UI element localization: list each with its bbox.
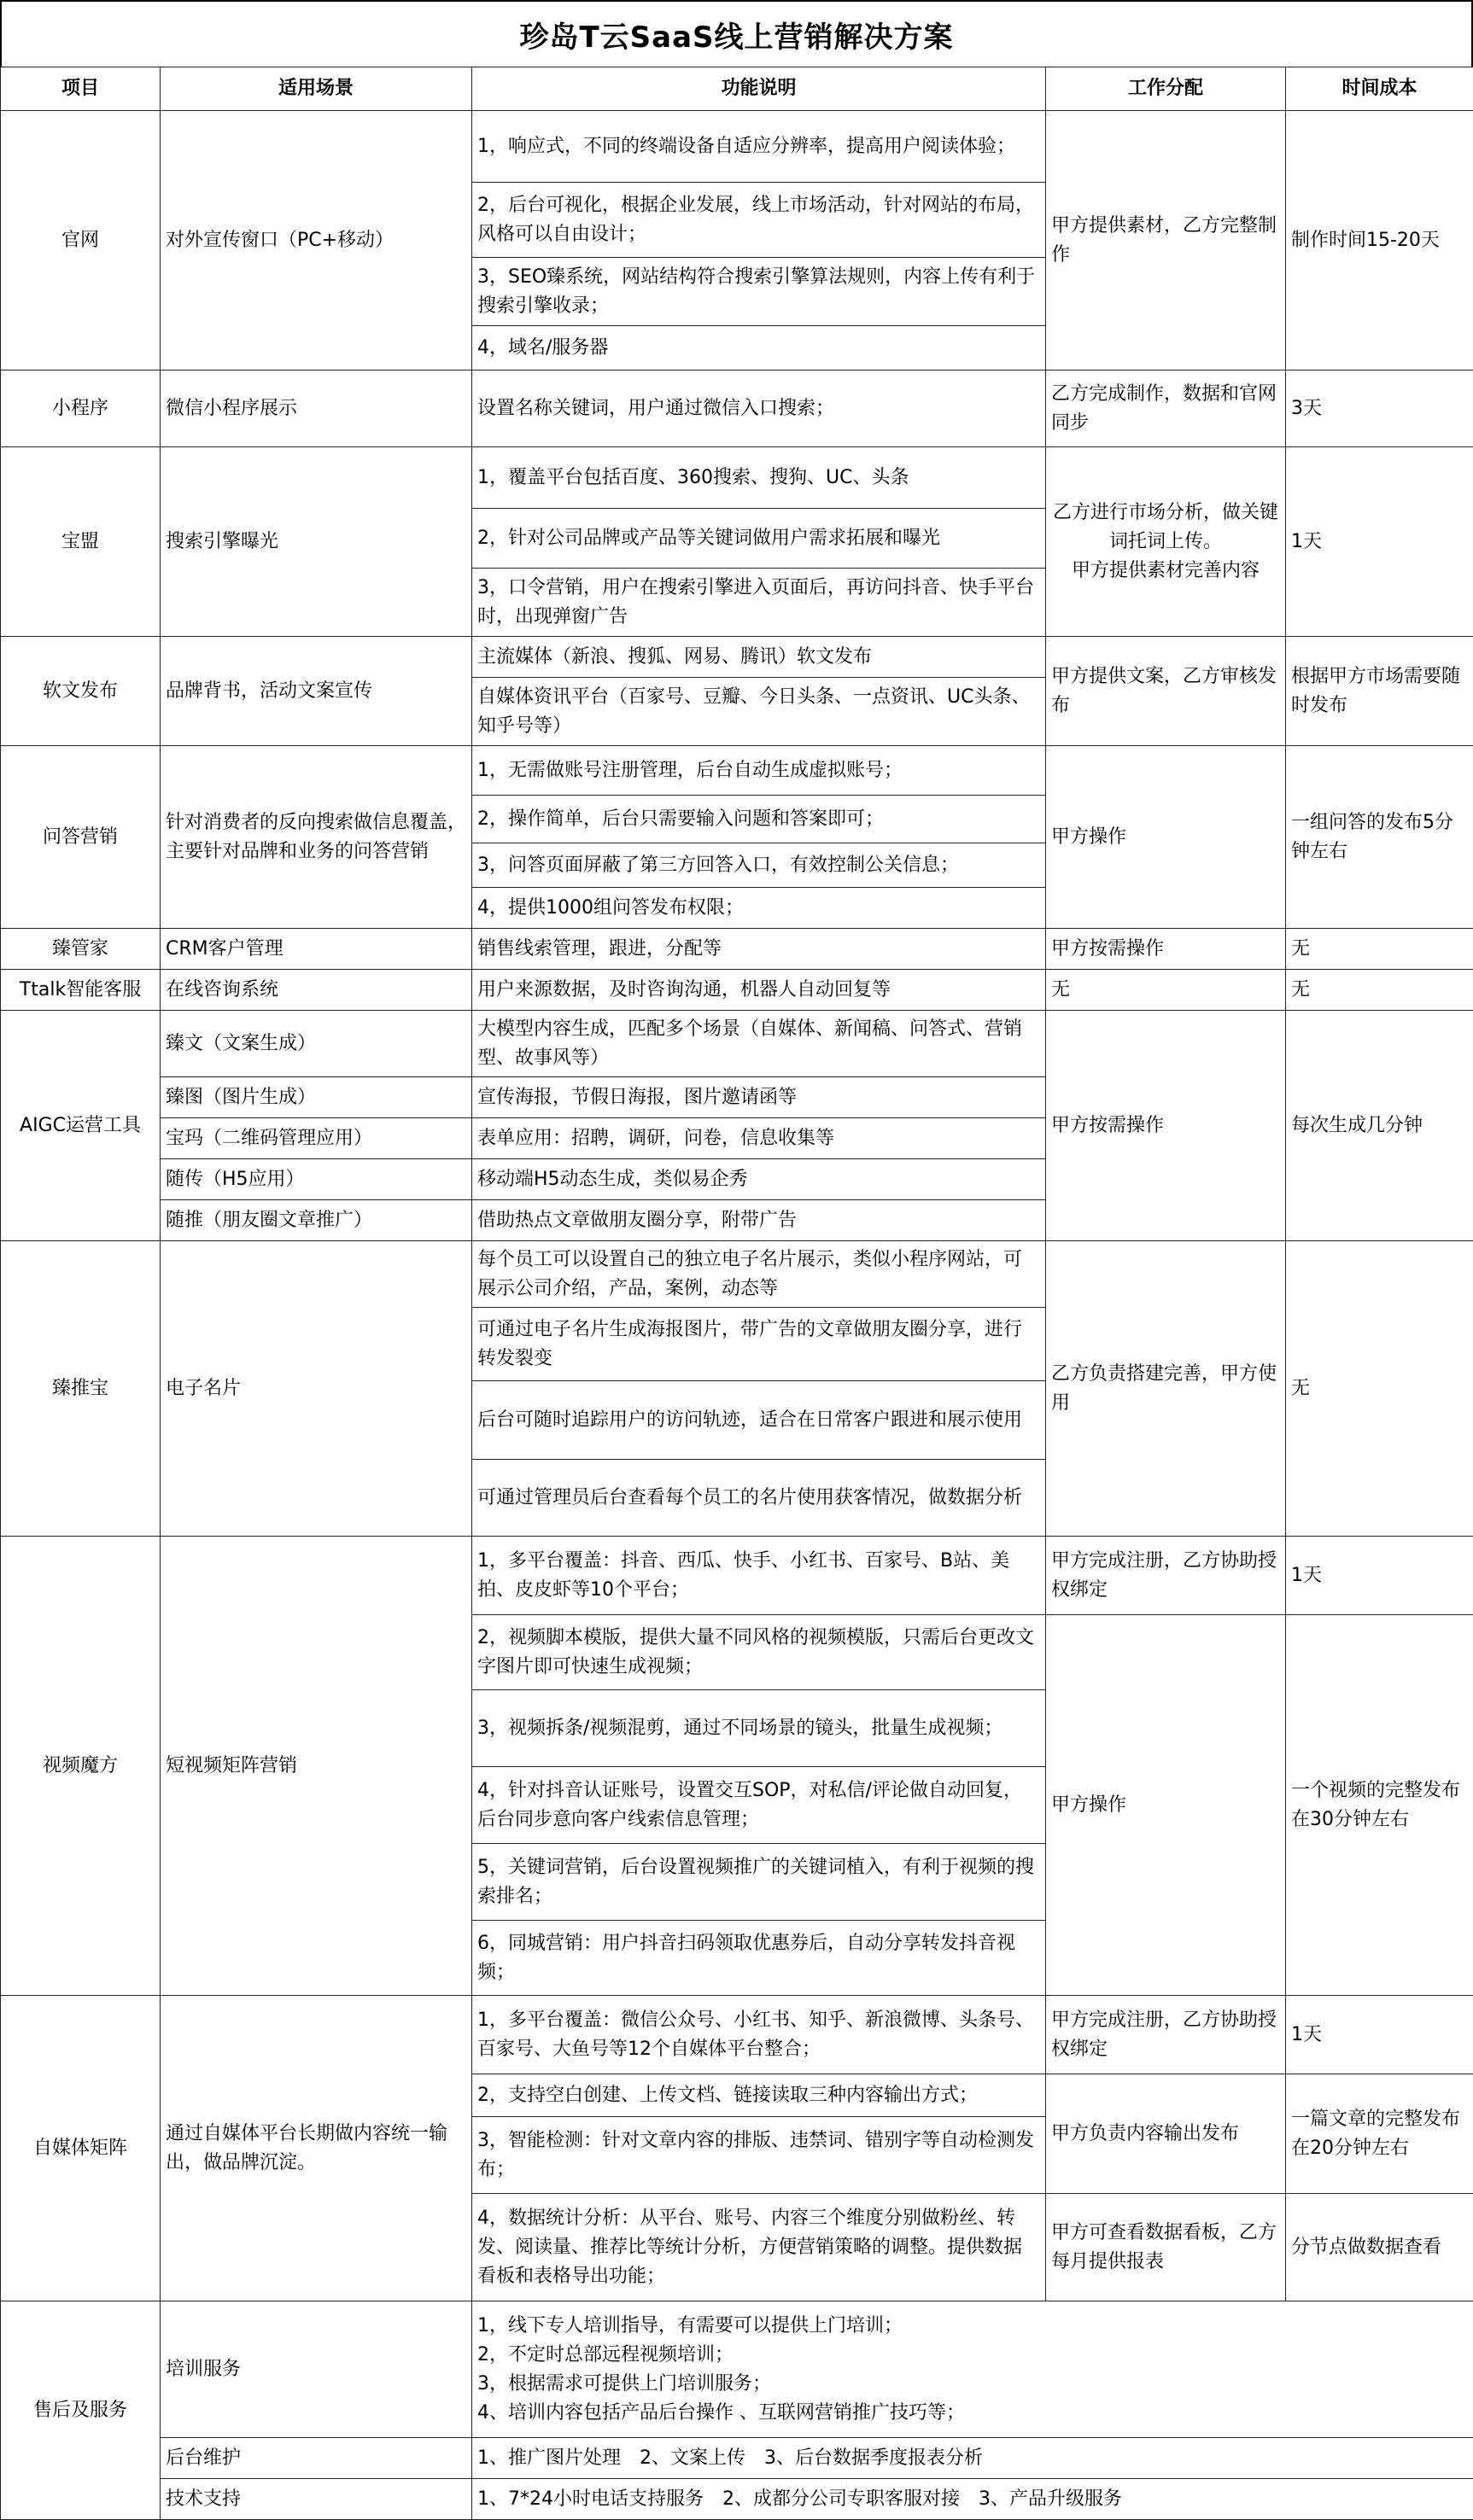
table-row [1, 1011, 1473, 1077]
feature-cell: 可通过管理员后台查看每个员工的名片使用获客情况，做数据分析 [472, 1460, 1046, 1537]
time-cell: 1天 [1286, 1537, 1473, 1615]
feature-cell: 1、推广图片处理 2、文案上传 3、后台数据季度报表分析 [472, 2438, 1473, 2479]
project-cell: 自媒体矩阵 [1, 1996, 161, 2301]
project-cell: 臻推宝 [1, 1241, 161, 1537]
project-cell: 小程序 [1, 370, 161, 447]
scene-cell: 臻文（文案生成） [161, 1011, 472, 1077]
feature-cell: 3，智能检测：针对文章内容的排版、违禁词、错别字等自动检测发布； [472, 2117, 1046, 2194]
time-cell: 一个视频的完整发布在30分钟左右 [1286, 1615, 1473, 1996]
scene-cell: 电子名片 [161, 1241, 472, 1537]
scene-cell: 臻图（图片生成） [161, 1077, 472, 1118]
feature-cell: 2，后台可视化，根据企业发展，线上市场活动，针对网站的布局，风格可以自由设计； [472, 183, 1046, 258]
page-title: 珍岛T云SaaS线上营销解决方案 [0, 0, 1473, 67]
time-cell: 制作时间15-20天 [1286, 111, 1473, 370]
scene-cell: 搜索引擎曝光 [161, 447, 472, 637]
header-feature: 功能说明 [472, 67, 1046, 111]
table-row [1, 1996, 1473, 2074]
time-cell: 无 [1286, 970, 1473, 1011]
feature-cell: 1，覆盖平台包括百度、360搜索、搜狗、UC、头条 [472, 447, 1046, 509]
feature-cell: 1，多平台覆盖：抖音、西瓜、快手、小红书、百家号、B站、美拍、皮皮虾等10个平台； [472, 1537, 1046, 1615]
time-cell: 1天 [1286, 447, 1473, 637]
project-cell: 软文发布 [1, 637, 161, 746]
feature-cell: 自媒体资讯平台（百家号、豆瓣、今日头条、一点资讯、UC头条、知乎号等） [472, 678, 1046, 746]
scene-cell: 通过自媒体平台长期做内容统一输出，做品牌沉淀。 [161, 1996, 472, 2301]
scene-cell: 针对消费者的反向搜索做信息覆盖，主要针对品牌和业务的问答营销 [161, 746, 472, 929]
header-row [1, 67, 1473, 111]
table-row [1, 447, 1473, 509]
scene-cell: 对外宣传窗口（PC+移动） [161, 111, 472, 370]
project-cell: 官网 [1, 111, 161, 370]
work-cell: 甲方提供文案，乙方审核发布 [1046, 637, 1286, 746]
table-row [1, 2438, 1473, 2479]
table-row [1, 637, 1473, 678]
time-cell: 一组问答的发布5分钟左右 [1286, 746, 1473, 929]
header-work: 工作分配 [1046, 67, 1286, 111]
feature-cell: 3，口令营销，用户在搜索引擎进入页面后，再访问抖音、快手平台时，出现弹窗广告 [472, 569, 1046, 637]
time-cell: 无 [1286, 1241, 1473, 1537]
scene-cell: 在线咨询系统 [161, 970, 472, 1011]
time-cell: 每次生成几分钟 [1286, 1011, 1473, 1241]
time-cell: 1天 [1286, 1996, 1473, 2074]
feature-cell: 4，域名/服务器 [472, 326, 1046, 370]
feature-cell: 5，关键词营销，后台设置视频推广的关键词植入，有利于视频的搜索排名； [472, 1844, 1046, 1921]
scene-cell: CRM客户管理 [161, 929, 472, 970]
feature-cell: 3，问答页面屏蔽了第三方回答入口，有效控制公关信息； [472, 843, 1046, 888]
work-cell: 甲方按需操作 [1046, 929, 1286, 970]
table-row [1, 970, 1473, 1011]
feature-cell: 1，无需做账号注册管理，后台自动生成虚拟账号； [472, 746, 1046, 796]
project-cell: Ttalk智能客服 [1, 970, 161, 1011]
feature-cell: 1、7*24小时电话支持服务 2、成都分公司专职客服对接 3、产品升级服务 [472, 2479, 1473, 2520]
work-cell: 甲方操作 [1046, 1615, 1286, 1996]
feature-cell: 每个员工可以设置自己的独立电子名片展示，类似小程序网站，可展示公司介绍，产品，案例，动态等 [472, 1241, 1046, 1308]
project-cell: 臻管家 [1, 929, 161, 970]
work-cell: 乙方完成制作，数据和官网同步 [1046, 370, 1286, 447]
work-cell: 甲方可查看数据看板，乙方每月提供报表 [1046, 2194, 1286, 2301]
project-cell: 宝盟 [1, 447, 161, 637]
work-cell: 甲方完成注册，乙方协助授权绑定 [1046, 1537, 1286, 1615]
scene-cell: 品牌背书，活动文案宣传 [161, 637, 472, 746]
feature-cell: 可通过电子名片生成海报图片，带广告的文章做朋友圈分享，进行转发裂变 [472, 1308, 1046, 1381]
solution-table [0, 67, 1473, 2520]
feature-cell: 借助热点文章做朋友圈分享，附带广告 [472, 1200, 1046, 1241]
feature-cell: 2，支持空白创建、上传文档、链接读取三种内容输出方式； [472, 2074, 1046, 2117]
feature-cell: 4，针对抖音认证账号，设置交互SOP，对私信/评论做自动回复，后台同步意向客户线索信息管理； [472, 1767, 1046, 1844]
work-cell: 甲方负责内容输出发布 [1046, 2074, 1286, 2194]
feature-cell: 用户来源数据，及时咨询沟通，机器人自动回复等 [472, 970, 1046, 1011]
time-cell: 根据甲方市场需要随时发布 [1286, 637, 1473, 746]
project-cell: 售后及服务 [1, 2301, 161, 2520]
feature-cell: 宣传海报，节假日海报，图片邀请函等 [472, 1077, 1046, 1118]
scene-cell: 短视频矩阵营销 [161, 1537, 472, 1996]
scene-cell: 微信小程序展示 [161, 370, 472, 447]
time-cell: 分节点做数据查看 [1286, 2194, 1473, 2301]
feature-cell: 后台可随时追踪用户的访问轨迹，适合在日常客户跟进和展示使用 [472, 1381, 1046, 1460]
table-row [1, 2479, 1473, 2520]
feature-cell: 2，视频脚本模版，提供大量不同风格的视频模版，只需后台更改文字图片即可快速生成视频； [472, 1615, 1046, 1690]
scene-cell: 宝玛（二维码管理应用） [161, 1118, 472, 1159]
feature-cell: 1，响应式，不同的终端设备自适应分辨率，提高用户阅读体验； [472, 111, 1046, 183]
table-row [1, 1241, 1473, 1308]
feature-cell: 6，同城营销：用户抖音扫码领取优惠券后，自动分享转发抖音视频； [472, 1921, 1046, 1996]
table-row [1, 746, 1473, 796]
scene-cell: 随传（H5应用） [161, 1159, 472, 1200]
table-row [1, 111, 1473, 183]
scene-cell: 后台维护 [161, 2438, 472, 2479]
feature-cell: 设置名称关键词，用户通过微信入口搜索； [472, 370, 1046, 447]
table-row [1, 1537, 1473, 1615]
feature-cell: 主流媒体（新浪、搜狐、网易、腾讯）软文发布 [472, 637, 1046, 678]
work-cell: 甲方按需操作 [1046, 1011, 1286, 1241]
table-row [1, 2301, 1473, 2438]
header-project: 项目 [1, 67, 161, 111]
feature-cell: 表单应用：招聘，调研，问卷，信息收集等 [472, 1118, 1046, 1159]
header-scene: 适用场景 [161, 67, 472, 111]
time-cell: 3天 [1286, 370, 1473, 447]
scene-cell: 随推（朋友圈文章推广） [161, 1200, 472, 1241]
feature-cell: 2，操作简单，后台只需要输入问题和答案即可； [472, 796, 1046, 843]
scene-cell: 技术支持 [161, 2479, 472, 2520]
feature-cell: 3，SEO臻系统，网站结构符合搜索引擎算法规则，内容上传有利于搜索引擎收录； [472, 258, 1046, 326]
time-cell: 无 [1286, 929, 1473, 970]
scene-cell: 培训服务 [161, 2301, 472, 2438]
project-cell: AIGC运营工具 [1, 1011, 161, 1241]
table-row [1, 929, 1473, 970]
feature-cell: 大模型内容生成，匹配多个场景（自媒体、新闻稿、问答式、营销型、故事风等） [472, 1011, 1046, 1077]
time-cell: 一篇文章的完整发布在20分钟左右 [1286, 2074, 1473, 2194]
feature-cell: 销售线索管理，跟进，分配等 [472, 929, 1046, 970]
project-cell: 视频魔方 [1, 1537, 161, 1996]
feature-cell: 3，视频拆条/视频混剪，通过不同场景的镜头，批量生成视频； [472, 1690, 1046, 1767]
feature-cell: 4，提供1000组问答发布权限； [472, 888, 1046, 929]
feature-cell: 1，多平台覆盖：微信公众号、小红书、知乎、新浪微博、头条号、百家号、大鱼号等12个自媒体平台整合； [472, 1996, 1046, 2074]
work-cell: 甲方操作 [1046, 746, 1286, 929]
work-cell: 甲方完成注册，乙方协助授权绑定 [1046, 1996, 1286, 2074]
feature-cell: 移动端H5动态生成，类似易企秀 [472, 1159, 1046, 1200]
table-row [1, 370, 1473, 447]
work-cell: 甲方提供素材，乙方完整制作 [1046, 111, 1286, 370]
project-cell: 问答营销 [1, 746, 161, 929]
work-cell: 乙方负责搭建完善，甲方使用 [1046, 1241, 1286, 1537]
feature-cell: 4，数据统计分析：从平台、账号、内容三个维度分别做粉丝、转发、阅读量、推荐比等统计分析，方便营销策略的调整。提供数据看板和表格导出功能； [472, 2194, 1046, 2301]
work-cell: 乙方进行市场分析，做关键词托词上传。 甲方提供素材完善内容 [1046, 447, 1286, 637]
feature-cell: 2，针对公司品牌或产品等关键词做用户需求拓展和曝光 [472, 509, 1046, 569]
work-cell: 无 [1046, 970, 1286, 1011]
feature-cell: 1，线下专人培训指导，有需要可以提供上门培训； 2，不定时总部远程视频培训； 3，根据需求可提供上门培训服务； 4、培训内容包括产品后台操作 、互联网营销推广技巧等； [472, 2301, 1473, 2438]
header-time: 时间成本 [1286, 67, 1473, 111]
